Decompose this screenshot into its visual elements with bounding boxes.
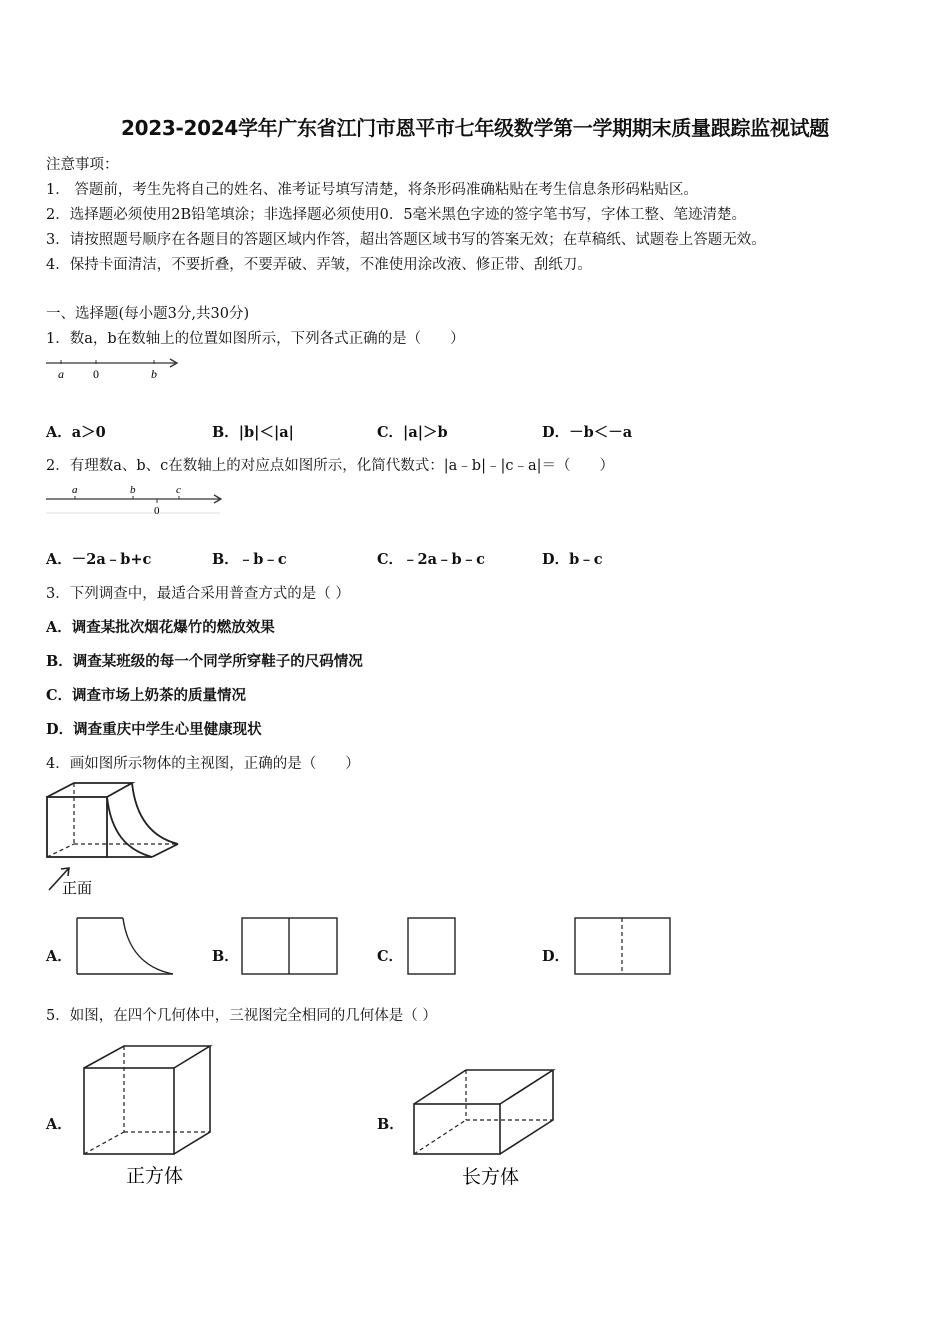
question-5-stem: 5．如图，在四个几何体中，三视图完全相同的几何体是（ ） [46, 1008, 437, 1024]
q4-option-a[interactable]: A． [46, 948, 72, 965]
q3-option-b[interactable]: B．调查某班级的每一个同学所穿鞋子的尺码情况 [46, 653, 363, 670]
notice-heading: 注意事项： [46, 157, 119, 173]
q3-option-a[interactable]: A．调查某批次烟花爆竹的燃放效果 [46, 619, 275, 636]
axis-label-b: b [130, 484, 136, 496]
axis-label-zero: 0 [93, 367, 99, 381]
front-view-label: 正面 [62, 879, 93, 897]
q1-option-b[interactable]: B．|b|＜|a| [212, 424, 294, 441]
question-1-stem: 1．数a，b在数轴上的位置如图所示，下列各式正确的是（ ） [46, 331, 465, 347]
q5-cuboid-figure[interactable] [410, 1066, 560, 1191]
notice-item: 2．选择题必须使用2B铅笔填涂；非选择题必须使用0．5毫米黑色字迹的签字笔书写，字体工整、笔迹清楚。 [46, 207, 747, 223]
q4-option-a-figure[interactable] [75, 916, 177, 976]
q4-option-d-figure[interactable] [573, 916, 673, 976]
notice-item: 3．请按照题号顺序在各题目的答题区域内作答，超出答题区域书写的答案无效；在草稿纸、试题卷上答题无效。 [46, 232, 766, 248]
q4-option-d[interactable]: D． [542, 948, 570, 965]
q1-number-line [44, 352, 184, 384]
axis-label-a: a [72, 484, 78, 496]
q1-option-c[interactable]: C．|a|＞b [377, 424, 448, 441]
q2-option-c[interactable]: C．﹣2a﹣b﹣c [377, 551, 485, 568]
q3-option-c[interactable]: C．调查市场上奶茶的质量情况 [46, 687, 247, 704]
q2-option-b[interactable]: B．﹣b﹣c [212, 551, 287, 568]
axis-label-zero: 0 [154, 505, 160, 517]
axis-label-a: a [58, 367, 64, 381]
q1-option-d[interactable]: D．－b＜－a [542, 424, 633, 441]
q2-number-line [44, 480, 229, 518]
q5-option-a[interactable]: A． [46, 1116, 72, 1133]
q4-option-c-figure[interactable] [406, 916, 458, 976]
cube-caption: 正方体 [126, 1165, 184, 1187]
question-4-stem: 4．画如图所示物体的主视图，正确的是（ ） [46, 756, 360, 772]
q4-option-b[interactable]: B． [212, 948, 239, 965]
question-2-stem: 2．有理数a、b、c在数轴上的对应点如图所示，化简代数式：|a﹣b|﹣|c﹣a|＝（ ） [46, 458, 615, 474]
q4-option-b-figure[interactable] [240, 916, 340, 976]
q4-solid-figure [44, 780, 189, 898]
q5-option-b[interactable]: B． [377, 1116, 404, 1133]
cuboid-caption: 长方体 [462, 1166, 520, 1188]
q3-option-d[interactable]: D．调查重庆中学生心里健康现状 [46, 721, 262, 738]
q5-cube-figure[interactable] [80, 1042, 220, 1187]
notice-item: 4．保持卡面清洁，不要折叠，不要弄破、弄皱，不准使用涂改液、修正带、刮纸刀。 [46, 257, 592, 273]
q2-option-a[interactable]: A．－2a﹣b+c [46, 551, 152, 568]
q1-option-a[interactable]: A．a＞0 [46, 424, 106, 441]
page-title: 2023-2024学年广东省江门市恩平市七年级数学第一学期期末质量跟踪监视试题 [121, 116, 829, 140]
section-heading: 一、选择题(每小题3分,共30分) [46, 306, 250, 322]
axis-label-c: c [176, 484, 181, 496]
q4-option-c[interactable]: C． [377, 948, 404, 965]
axis-label-b: b [151, 367, 157, 381]
q2-option-d[interactable]: D．b﹣c [542, 551, 603, 568]
question-3-stem: 3．下列调查中，最适合采用普查方式的是（ ） [46, 586, 350, 602]
notice-item: 1． 答题前，考生先将自己的姓名、准考证号填写清楚，将条形码准确粘贴在考生信息条形码粘贴区。 [46, 182, 698, 198]
